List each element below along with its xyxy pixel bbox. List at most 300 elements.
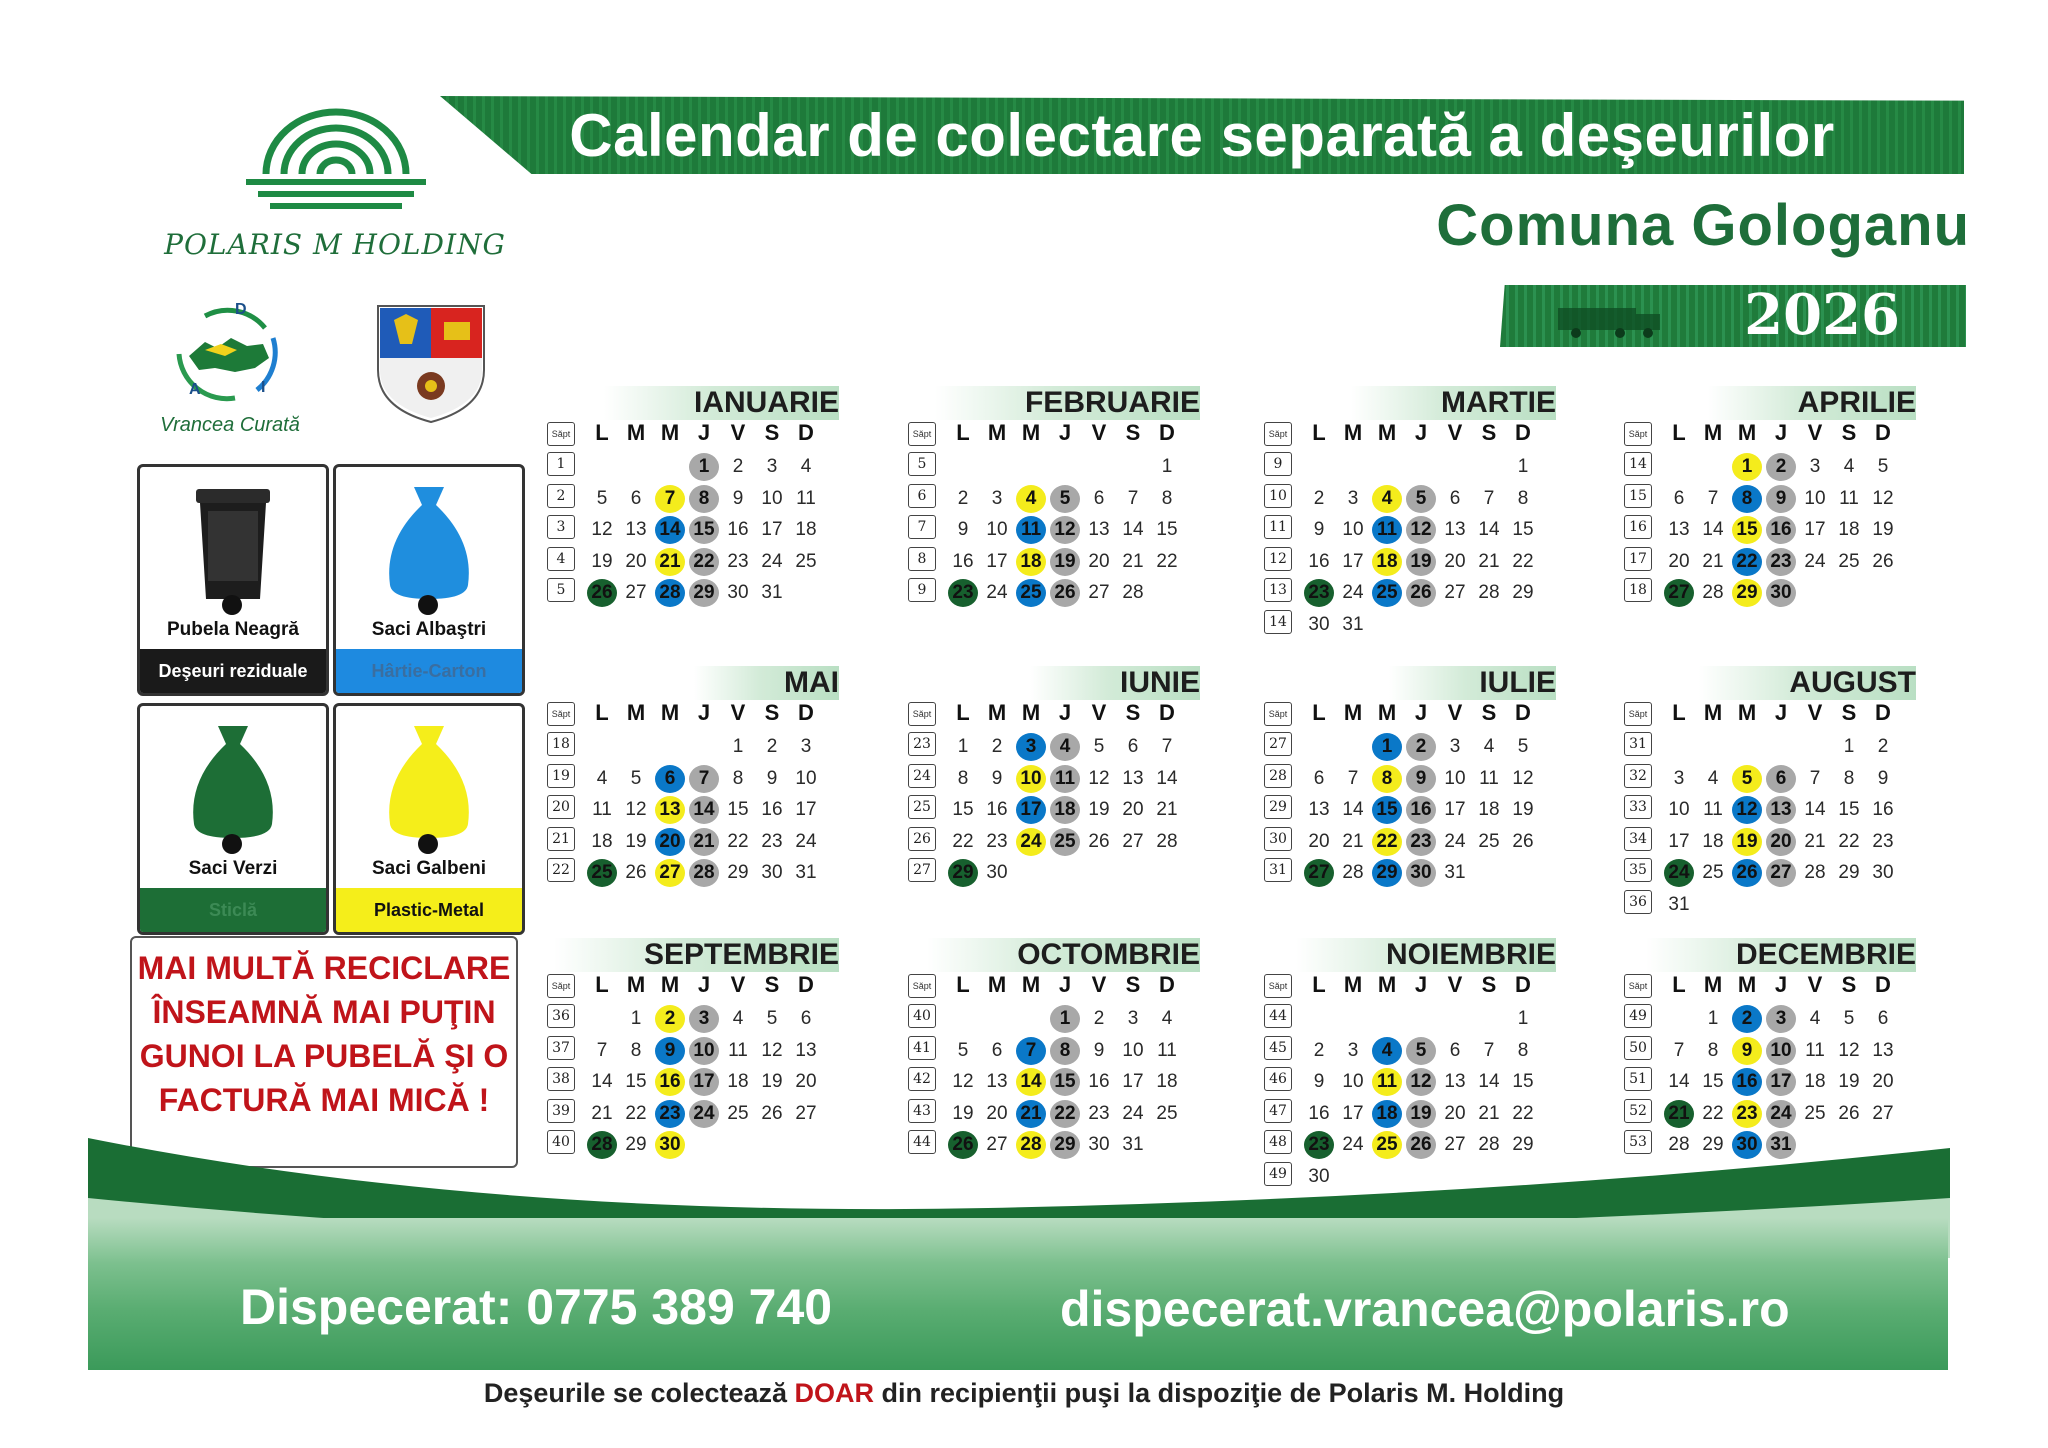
calendar-day: 24 bbox=[1342, 1134, 1364, 1155]
calendar-day: 27 bbox=[625, 582, 647, 603]
calendar-day: 1 bbox=[1161, 456, 1173, 477]
collection-day: 29 bbox=[948, 859, 978, 887]
calendar-day: 23 bbox=[1088, 1102, 1110, 1124]
calendar-day: 16 bbox=[1872, 799, 1894, 820]
collection-day: 1 bbox=[689, 453, 719, 481]
calendar-day: 11 bbox=[728, 1039, 748, 1061]
month-iunie bbox=[906, 666, 1206, 940]
collection-day: 21 bbox=[655, 548, 685, 576]
calendar-day: 2 bbox=[957, 487, 969, 509]
calendar-day: 6 bbox=[1449, 1039, 1461, 1061]
month-name: AUGUST bbox=[1699, 666, 1916, 700]
week-number: 12 bbox=[1264, 547, 1292, 571]
calendar-day: 19 bbox=[1512, 799, 1534, 820]
weekday-header: D bbox=[1159, 420, 1175, 445]
week-column-label: Săpt bbox=[547, 422, 575, 446]
collection-day: 1 bbox=[1050, 1005, 1080, 1033]
week-number: 3 bbox=[547, 515, 575, 539]
calendar-day: 2 bbox=[1093, 1008, 1105, 1029]
collection-day: 9 bbox=[1732, 1037, 1762, 1065]
weekday-header: S bbox=[1841, 700, 1857, 725]
calendar-day: 6 bbox=[1313, 767, 1325, 789]
month-name: IANUARIE bbox=[604, 386, 839, 420]
week-number: 16 bbox=[1624, 515, 1652, 539]
calendar-day: 20 bbox=[1444, 1102, 1466, 1124]
month-name: MAI bbox=[694, 666, 839, 700]
calendar-day: 10 bbox=[795, 767, 817, 789]
calendar-day: 20 bbox=[986, 1102, 1008, 1124]
collection-day: 22 bbox=[1732, 548, 1762, 576]
calendar-day: 31 bbox=[1668, 893, 1690, 915]
dispatch-phone: Dispecerat: 0775 389 740 bbox=[240, 1279, 833, 1335]
week-number: 46 bbox=[1264, 1067, 1292, 1091]
week-column-label: Săpt bbox=[1264, 422, 1292, 446]
month-name: SEPTEMBRIE bbox=[554, 938, 839, 972]
collection-day: 9 bbox=[655, 1037, 685, 1065]
calendar-day: 14 bbox=[1478, 1071, 1500, 1092]
collection-day: 29 bbox=[1372, 859, 1402, 887]
weekday-header: M bbox=[1343, 420, 1363, 445]
calendar-day: 16 bbox=[761, 799, 783, 820]
week-number: 41 bbox=[908, 1036, 936, 1060]
calendar-day: 29 bbox=[727, 862, 749, 883]
calendar-day: 26 bbox=[761, 1102, 783, 1124]
calendar-day: 7 bbox=[1161, 736, 1173, 757]
calendar-day: 28 bbox=[1478, 1134, 1500, 1155]
calendar-day: 7 bbox=[1707, 487, 1719, 509]
week-column-label: Săpt bbox=[547, 974, 575, 998]
legend-name: Saci Verzi bbox=[188, 858, 278, 879]
calendar-day: 7 bbox=[596, 1039, 608, 1061]
collection-day: 18 bbox=[1372, 548, 1402, 576]
week-number: 24 bbox=[908, 764, 936, 788]
week-number: 30 bbox=[1264, 827, 1292, 851]
collection-day: 22 bbox=[1050, 1100, 1080, 1128]
collection-day: 10 bbox=[1016, 765, 1046, 793]
week-number: 10 bbox=[1264, 484, 1292, 508]
week-number: 36 bbox=[1624, 890, 1652, 914]
calendar-day: 16 bbox=[727, 519, 749, 540]
week-column-label: Săpt bbox=[908, 422, 936, 446]
calendar-day: 26 bbox=[1838, 1102, 1860, 1124]
weekday-header: M bbox=[660, 700, 680, 725]
collection-day: 20 bbox=[655, 828, 685, 856]
week-number: 27 bbox=[908, 858, 936, 882]
calendar-day: 3 bbox=[1347, 1039, 1359, 1061]
collection-day: 12 bbox=[1406, 516, 1436, 544]
calendar-day: 13 bbox=[625, 519, 647, 540]
collection-day: 18 bbox=[1050, 796, 1080, 824]
calendar-day: 7 bbox=[1347, 767, 1359, 789]
week-column-label: Săpt bbox=[1264, 702, 1292, 726]
weekday-header: J bbox=[1774, 420, 1788, 445]
calendar-day: 7 bbox=[1483, 487, 1495, 509]
week-number: 27 bbox=[1264, 732, 1292, 756]
polaris-logo-icon bbox=[236, 104, 436, 216]
calendar-day: 11 bbox=[1805, 1039, 1825, 1061]
weekday-header: M bbox=[1703, 972, 1723, 997]
calendar-day: 4 bbox=[1707, 767, 1719, 789]
calendar-day: 22 bbox=[727, 830, 749, 852]
calendar-day: 4 bbox=[732, 1008, 744, 1029]
week-number: 34 bbox=[1624, 827, 1652, 851]
legend-name: Saci Albaştri bbox=[371, 619, 487, 640]
collection-day: 28 bbox=[587, 1131, 617, 1159]
calendar-day: 20 bbox=[795, 1071, 817, 1092]
calendar-day: 10 bbox=[1668, 799, 1690, 820]
collection-day: 27 bbox=[1304, 859, 1334, 887]
collection-day: 19 bbox=[1406, 1100, 1436, 1128]
calendar-day: 3 bbox=[1127, 1008, 1139, 1029]
calendar-day: 14 bbox=[1342, 799, 1364, 820]
week-number: 7 bbox=[908, 515, 936, 539]
collection-day: 29 bbox=[1732, 579, 1762, 607]
calendar-day: 29 bbox=[1512, 582, 1534, 603]
collection-day: 11 bbox=[1050, 765, 1080, 793]
calendar-day: 15 bbox=[1156, 519, 1178, 540]
weekday-header: M bbox=[1703, 420, 1723, 445]
weekday-header: S bbox=[1481, 972, 1497, 997]
weekday-header: S bbox=[1841, 972, 1857, 997]
week-number: 35 bbox=[1624, 858, 1652, 882]
collection-day: 20 bbox=[1766, 828, 1796, 856]
week-number: 40 bbox=[547, 1130, 575, 1154]
weekday-header: L bbox=[956, 972, 970, 997]
weekday-header: L bbox=[956, 700, 970, 725]
year-label: 2026 bbox=[1744, 282, 1900, 348]
program-name: Vrancea Curată bbox=[160, 414, 300, 436]
collection-day: 1 bbox=[1372, 733, 1402, 761]
calendar-day: 8 bbox=[957, 767, 969, 789]
calendar-day: 16 bbox=[986, 799, 1008, 820]
weekday-header: D bbox=[1515, 972, 1531, 997]
legend-type: Deşeuri reziduale bbox=[140, 649, 326, 693]
calendar-day: 12 bbox=[591, 519, 613, 540]
calendar-day: 5 bbox=[766, 1008, 778, 1029]
weekday-header: S bbox=[764, 420, 780, 445]
legend-type: Sticlă bbox=[140, 888, 326, 932]
week-number: 20 bbox=[547, 795, 575, 819]
calendar-day: 19 bbox=[1088, 799, 1110, 820]
collection-day: 13 bbox=[1766, 796, 1796, 824]
calendar-day: 28 bbox=[1122, 582, 1144, 603]
calendar-day: 31 bbox=[1342, 613, 1364, 635]
calendar-day: 13 bbox=[1088, 519, 1110, 540]
weekday-header: D bbox=[798, 972, 814, 997]
calendar-day: 8 bbox=[732, 767, 744, 789]
collection-day: 31 bbox=[1766, 1131, 1796, 1159]
collection-day: 27 bbox=[1664, 579, 1694, 607]
collection-day: 2 bbox=[1766, 453, 1796, 481]
weekday-header: V bbox=[730, 420, 746, 445]
week-number: 19 bbox=[547, 764, 575, 788]
calendar-day: 26 bbox=[625, 862, 647, 883]
collection-day: 5 bbox=[1406, 1037, 1436, 1065]
calendar-day: 14 bbox=[591, 1071, 613, 1092]
weekday-header: V bbox=[730, 972, 746, 997]
weekday-header: J bbox=[1414, 700, 1428, 725]
calendar-day: 10 bbox=[1122, 1039, 1144, 1061]
calendar-day: 3 bbox=[1449, 736, 1461, 757]
weekday-header: V bbox=[1807, 700, 1823, 725]
weekday-header: L bbox=[1312, 420, 1326, 445]
collection-day: 24 bbox=[689, 1100, 719, 1128]
weekday-header: L bbox=[595, 700, 609, 725]
collection-day: 25 bbox=[1372, 579, 1402, 607]
calendar-day: 18 bbox=[1478, 799, 1500, 820]
month-name: APRILIE bbox=[1708, 386, 1916, 420]
collection-day: 5 bbox=[1050, 485, 1080, 513]
collection-day: 4 bbox=[1372, 1037, 1402, 1065]
recycling-message: MAI MULTĂ RECICLARE ÎNSEAMNĂ MAI PUŢIN GUNOI LA PUBELĂ ŞI O FACTURĂ MAI MICĂ ! bbox=[137, 950, 511, 1118]
month-name: IUNIE bbox=[1030, 666, 1200, 700]
calendar-day: 20 bbox=[1308, 830, 1330, 852]
weekday-header: M bbox=[660, 420, 680, 445]
collection-day: 23 bbox=[655, 1100, 685, 1128]
calendar-day: 10 bbox=[1804, 487, 1826, 509]
week-number: 18 bbox=[1624, 578, 1652, 602]
week-number: 6 bbox=[908, 484, 936, 508]
calendar-day: 18 bbox=[1156, 1071, 1178, 1092]
calendar-day: 24 bbox=[986, 582, 1008, 603]
collection-day: 15 bbox=[1050, 1068, 1080, 1096]
calendar-day: 21 bbox=[1156, 799, 1178, 820]
calendar-day: 13 bbox=[986, 1071, 1008, 1092]
week-number: 44 bbox=[1264, 1004, 1292, 1028]
calendar-day: 17 bbox=[761, 519, 783, 540]
week-number: 13 bbox=[1264, 578, 1292, 602]
collection-day: 23 bbox=[1406, 828, 1436, 856]
weekday-header: S bbox=[1841, 420, 1857, 445]
weekday-header: M bbox=[987, 420, 1007, 445]
weekday-header: M bbox=[1021, 972, 1041, 997]
calendar-day: 2 bbox=[1313, 1039, 1325, 1061]
weekday-header: D bbox=[1159, 972, 1175, 997]
legend-dot bbox=[222, 834, 242, 854]
weekday-header: V bbox=[1447, 420, 1463, 445]
calendar-day: 24 bbox=[1444, 830, 1466, 852]
calendar-day: 19 bbox=[591, 550, 613, 572]
collection-day: 28 bbox=[655, 579, 685, 607]
weekday-header: M bbox=[1377, 700, 1397, 725]
calendar-day: 15 bbox=[1702, 1071, 1724, 1092]
month-mai bbox=[545, 666, 845, 940]
week-number: 21 bbox=[547, 827, 575, 851]
legend-name: Saci Galbeni bbox=[371, 858, 487, 879]
weekday-header: V bbox=[1091, 972, 1107, 997]
letter-a: A bbox=[189, 381, 201, 398]
calendar-day: 15 bbox=[727, 799, 749, 820]
week-column-label: Săpt bbox=[1264, 974, 1292, 998]
weekday-header: S bbox=[1125, 972, 1141, 997]
calendar-day: 13 bbox=[1444, 519, 1466, 540]
vrancea-curata-logo-icon bbox=[165, 298, 290, 408]
collection-day: 17 bbox=[1766, 1068, 1796, 1096]
calendar-day: 12 bbox=[1838, 1039, 1860, 1061]
collection-day: 23 bbox=[948, 579, 978, 607]
collection-day: 22 bbox=[1372, 828, 1402, 856]
calendar-day: 19 bbox=[761, 1071, 783, 1092]
week-column-label: Săpt bbox=[908, 702, 936, 726]
calendar-day: 29 bbox=[1702, 1134, 1724, 1155]
weekday-header: S bbox=[1481, 700, 1497, 725]
calendar-day: 27 bbox=[1444, 1134, 1466, 1155]
collection-day: 7 bbox=[1016, 1037, 1046, 1065]
collection-day: 15 bbox=[1372, 796, 1402, 824]
calendar-day: 5 bbox=[596, 487, 608, 509]
legend-dot bbox=[418, 595, 438, 615]
calendar-day: 22 bbox=[1156, 550, 1178, 572]
collection-day: 16 bbox=[1732, 1068, 1762, 1096]
calendar-day: 17 bbox=[1342, 1102, 1364, 1124]
calendar-day: 2 bbox=[732, 456, 744, 477]
week-number: 25 bbox=[908, 795, 936, 819]
black-bin-icon bbox=[178, 481, 288, 611]
calendar-day: 19 bbox=[1838, 1071, 1860, 1092]
week-number: 51 bbox=[1624, 1067, 1652, 1091]
calendar-day: 1 bbox=[1517, 456, 1529, 477]
calendar-day: 21 bbox=[1702, 550, 1724, 572]
calendar-day: 28 bbox=[1478, 582, 1500, 603]
calendar-day: 21 bbox=[591, 1102, 613, 1124]
calendar-day: 26 bbox=[1512, 830, 1534, 852]
weekday-header: S bbox=[764, 700, 780, 725]
calendar-day: 4 bbox=[800, 456, 812, 477]
calendar-day: 24 bbox=[1342, 582, 1364, 603]
calendar-day: 9 bbox=[766, 767, 778, 789]
month-aprilie bbox=[1622, 386, 1922, 660]
calendar-day: 5 bbox=[1843, 1008, 1855, 1029]
collection-day: 21 bbox=[689, 828, 719, 856]
calendar-day: 23 bbox=[727, 550, 749, 572]
collection-day: 7 bbox=[655, 485, 685, 513]
week-number: 28 bbox=[1264, 764, 1292, 788]
calendar-day: 2 bbox=[1313, 487, 1325, 509]
calendar-day: 21 bbox=[1478, 1102, 1500, 1124]
calendar-day: 4 bbox=[596, 767, 608, 789]
collection-day: 27 bbox=[1766, 859, 1796, 887]
week-number: 17 bbox=[1624, 547, 1652, 571]
legend-dot bbox=[222, 595, 242, 615]
calendar-day: 8 bbox=[1843, 767, 1855, 789]
weekday-header: L bbox=[956, 420, 970, 445]
calendar-day: 27 bbox=[1872, 1102, 1894, 1124]
weekday-header: M bbox=[1343, 972, 1363, 997]
collection-day: 24 bbox=[1016, 828, 1046, 856]
green-bag-icon bbox=[178, 720, 288, 850]
collection-day: 2 bbox=[1732, 1005, 1762, 1033]
week-number: 52 bbox=[1624, 1099, 1652, 1123]
calendar-day: 29 bbox=[1512, 1134, 1534, 1155]
calendar-day: 8 bbox=[1707, 1039, 1719, 1061]
week-number: 14 bbox=[1264, 610, 1292, 634]
week-number: 31 bbox=[1264, 858, 1292, 882]
week-number: 40 bbox=[908, 1004, 936, 1028]
legend-black-bin bbox=[137, 464, 329, 696]
calendar-day: 30 bbox=[1308, 613, 1330, 635]
collection-day: 15 bbox=[1732, 516, 1762, 544]
calendar-day: 1 bbox=[1517, 1008, 1529, 1029]
collection-day: 26 bbox=[1406, 1131, 1436, 1159]
calendar-day: 21 bbox=[1122, 550, 1144, 572]
dispatch-email: dispecerat.vrancea@polaris.ro bbox=[1060, 1281, 1790, 1337]
collection-day: 27 bbox=[655, 859, 685, 887]
weekday-header: M bbox=[987, 972, 1007, 997]
collection-day: 23 bbox=[1304, 579, 1334, 607]
week-column-label: Săpt bbox=[547, 702, 575, 726]
calendar-day: 3 bbox=[800, 736, 812, 757]
calendar-day: 3 bbox=[766, 456, 778, 477]
collection-day: 23 bbox=[1766, 548, 1796, 576]
calendar-day: 15 bbox=[1512, 519, 1534, 540]
week-number: 15 bbox=[1624, 484, 1652, 508]
collection-day: 3 bbox=[689, 1005, 719, 1033]
collection-day: 3 bbox=[1016, 733, 1046, 761]
calendar-day: 19 bbox=[952, 1102, 974, 1124]
calendar-day: 18 bbox=[727, 1071, 749, 1092]
collection-day: 25 bbox=[1372, 1131, 1402, 1159]
calendar-day: 14 bbox=[1702, 519, 1724, 540]
collection-day: 29 bbox=[689, 579, 719, 607]
calendar-day: 31 bbox=[1122, 1134, 1144, 1155]
weekday-header: M bbox=[1703, 700, 1723, 725]
collection-day: 30 bbox=[1766, 579, 1796, 607]
weekday-header: V bbox=[1447, 972, 1463, 997]
weekday-header: D bbox=[1875, 972, 1891, 997]
calendar-day: 25 bbox=[727, 1102, 749, 1124]
weekday-header: M bbox=[1021, 700, 1041, 725]
week-number: 47 bbox=[1264, 1099, 1292, 1123]
company-name: POLARIS M HOLDING bbox=[164, 228, 506, 261]
calendar-day: 16 bbox=[1308, 550, 1330, 572]
week-column-label: Săpt bbox=[1624, 702, 1652, 726]
calendar-day: 12 bbox=[1088, 767, 1110, 789]
collection-day: 18 bbox=[1016, 548, 1046, 576]
weekday-header: J bbox=[1058, 420, 1072, 445]
calendar-day: 4 bbox=[1161, 1008, 1173, 1029]
week-number: 9 bbox=[908, 578, 936, 602]
calendar-day: 28 bbox=[1342, 862, 1364, 883]
week-number: 1 bbox=[547, 452, 575, 476]
calendar-day: 29 bbox=[625, 1134, 647, 1155]
weekday-header: V bbox=[1447, 700, 1463, 725]
calendar-day: 5 bbox=[957, 1039, 969, 1061]
calendar-day: 7 bbox=[1483, 1039, 1495, 1061]
calendar-day: 6 bbox=[800, 1008, 812, 1029]
yellow-bag-icon bbox=[374, 720, 484, 850]
week-number: 53 bbox=[1624, 1130, 1652, 1154]
legend-green-bag bbox=[137, 703, 329, 935]
calendar-day: 13 bbox=[1872, 1039, 1894, 1061]
collection-day: 21 bbox=[1664, 1100, 1694, 1128]
week-number: 9 bbox=[1264, 452, 1292, 476]
calendar-day: 23 bbox=[761, 830, 783, 852]
calendar-day: 30 bbox=[1088, 1134, 1110, 1155]
calendar-day: 23 bbox=[1872, 830, 1894, 852]
calendar-day: 1 bbox=[1843, 736, 1855, 757]
collection-day: 8 bbox=[1372, 765, 1402, 793]
collection-day: 23 bbox=[1304, 1131, 1334, 1159]
collection-day: 19 bbox=[1406, 548, 1436, 576]
weekday-header: D bbox=[1875, 420, 1891, 445]
collection-day: 4 bbox=[1050, 733, 1080, 761]
calendar-day: 10 bbox=[761, 487, 783, 509]
letter-i: I bbox=[261, 379, 266, 396]
calendar-day: 17 bbox=[1122, 1071, 1144, 1092]
weekday-header: V bbox=[1807, 972, 1823, 997]
collection-day: 25 bbox=[1016, 579, 1046, 607]
collection-day: 4 bbox=[1372, 485, 1402, 513]
